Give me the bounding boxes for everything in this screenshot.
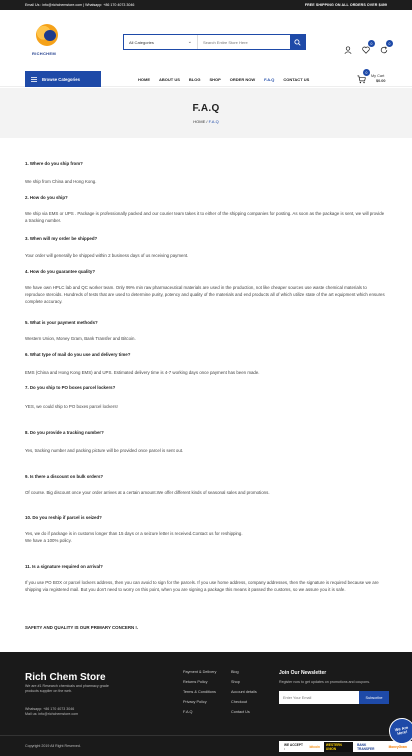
top-bar (0, 0, 412, 10)
compare-count-badge: 0 (386, 40, 393, 47)
footer-link-contact-us[interactable]: Contact Us (231, 710, 250, 714)
footer-links-store (231, 670, 257, 714)
footer-whatsapp: Whatsapp: +86 170 4073 3046 (25, 707, 75, 711)
faq-answer-8: Yes, tracking number and packing picture will be provided once parcel is sent out. (25, 448, 184, 453)
footer-divider (0, 735, 412, 736)
nav-item-faq[interactable]: F.A.Q (264, 76, 275, 82)
newsletter-text: Register now to get updates on promotions and coupons. (279, 680, 371, 684)
category-select-value: All Categories (129, 39, 154, 45)
footer-link-checkout[interactable]: Checkout (231, 700, 248, 704)
top-bar-contact: Email Us : info@richchemstore.com | Whatsapp: +86 170 4073 3046 (25, 3, 135, 7)
nav-menu (138, 71, 309, 87)
payment-methods (279, 741, 412, 752)
site-logo[interactable] (34, 24, 60, 70)
faq-question-8: 8. Do you provide a tracking number? (25, 430, 104, 435)
footer-description: We are #1 Research chemicals and pharmacy grade products supplier on the web. (25, 684, 109, 693)
browse-categories-button[interactable] (25, 71, 101, 87)
main-nav (0, 71, 412, 87)
footer-email[interactable]: Mail us: info@richchemstore.com (25, 712, 79, 716)
faq-answer-2: We ship via EMS or UPS . Package is professionally packed and our courier team takes it to either of the shipping companies for posting. As soon as the package is sent, we will provide a tracking number. (25, 211, 385, 223)
footer-link-returns-policy[interactable]: Returns Policy (183, 680, 208, 684)
cart-label: My Cart (371, 74, 385, 78)
refresh-icon (380, 46, 388, 54)
search-button[interactable] (290, 35, 305, 49)
footer-link-terms[interactable]: Terms & Conditions (183, 690, 216, 694)
bitcoin-logo: bitcoin (309, 744, 320, 749)
faq-question-7: 7. Do you ship to PO boxes parcel lockers? (25, 385, 116, 390)
newsletter (279, 670, 389, 704)
breadcrumb-home[interactable]: HOME (193, 119, 206, 124)
site-header (0, 10, 412, 70)
faq-question-3: 3. When will my order be shipped? (25, 236, 98, 241)
page-title: F.A.Q (192, 103, 220, 114)
search-bar (123, 34, 306, 50)
category-select[interactable] (124, 35, 198, 49)
faq-answer-5: Western Union, Money Gram, Bank Transfer and Bitcoin. (25, 336, 136, 341)
footer-link-payment-delivery[interactable]: Payment & Delivery (183, 670, 217, 674)
cart-amount: $0.00 (376, 79, 386, 83)
nav-item-about-us[interactable]: ABOUT US (159, 76, 180, 82)
search-input[interactable] (198, 35, 290, 49)
subscribe-button[interactable]: Subscribe (359, 691, 389, 704)
nav-item-order-now[interactable]: ORDER NOW (229, 76, 256, 82)
faq-answer-1: We ship from China and Hong Kong. (25, 179, 97, 184)
user-icon (344, 46, 352, 54)
faq-question-4: 4. How do you guarantee quality? (25, 269, 96, 274)
chevron-down-icon: ⌄ (187, 39, 192, 45)
footer-link-blog[interactable]: Blog (231, 670, 239, 674)
logo-text: RICHCHEM (32, 51, 56, 56)
moneygram-logo: MoneyGram (388, 744, 407, 749)
search-icon (294, 39, 301, 46)
faq-answer-4: We have own HPLC lab and QC worker team. Only 99% min raw pharmaceutical materials are used in the production, not like cheaper sources use waste chemical materials to reproduce steroids. Hundreds of tests that are used to determine purity, potency and quality of the materials and end products all of which utilize state of the art equipment which ensures complete accuracy. (25, 285, 385, 304)
footer-contact (25, 707, 78, 717)
heart-icon (362, 46, 370, 54)
faq-question-11: 11. Is a signature required on arrival? (25, 564, 103, 569)
wishlist-count-badge: 0 (368, 40, 375, 47)
browse-categories-label: Browse Categories (42, 76, 80, 82)
copyright: Copyright 2019 All Right Reserved. (25, 744, 81, 748)
footer-link-faq[interactable]: F.A.Q (183, 710, 193, 714)
free-shipping-notice: FREE SHIPPING ON ALL ORDERS OVER $499 (304, 3, 387, 7)
bank-transfer-logo: BANK TRANSFER (357, 742, 375, 751)
nav-item-shop[interactable]: SHOP (209, 76, 221, 82)
account-button[interactable] (343, 45, 353, 55)
payment-label: WE ACCEPT : (284, 742, 304, 751)
help-chat-badge[interactable]: We Are Here! (387, 716, 412, 747)
footer-link-shop[interactable]: Shop (231, 680, 240, 684)
logo-mark-icon (36, 24, 58, 46)
cart-icon-wrap (356, 70, 368, 84)
faq-answer-7: YES, we could ship to PO boxes parcel lockers! (25, 404, 118, 409)
breadcrumb-current: F.A.Q (208, 119, 219, 124)
cart-count-badge: 0 (363, 69, 370, 76)
faq-question-2: 2. How do you ship? (25, 195, 68, 200)
newsletter-form (279, 691, 389, 704)
menu-icon (31, 77, 37, 82)
cart-icon (357, 75, 366, 84)
faq-question-9: 9. Is there a discount on bulk orders? (25, 474, 104, 479)
nav-item-home[interactable]: HOME (138, 76, 150, 82)
site-footer (0, 652, 412, 756)
faq-question-6: 6. What type of mail do you use and delivery time? (25, 352, 131, 357)
faq-answer-3: Your order will generally be shipped within 2 business days of us receiving payment. (25, 253, 189, 258)
nav-item-contact-us[interactable]: CONTACT US (283, 76, 310, 82)
faq-question-5: 5. What is your payment methods? (25, 320, 98, 325)
header-icons (343, 41, 391, 55)
faq-answer-10: Yes, we do if package is in customs longer than 15 days or a seizure letter is received.Contact us for reshipping. We have a 100% policy. (25, 531, 243, 543)
mini-cart[interactable] (356, 70, 386, 85)
faq-closing: SAFETY AND QUALITY IS OUR PRIMARY CONCERN !. (25, 625, 139, 630)
faq-question-1: 1. Where do you ship from? (25, 161, 83, 166)
newsletter-email-input[interactable] (279, 691, 359, 704)
faq-question-10: 10. Do you reship if parcel is seized? (25, 515, 102, 520)
breadcrumb-separator: / (206, 119, 208, 124)
breadcrumb (0, 119, 412, 124)
footer-brand: Rich Chem Store (25, 672, 106, 683)
footer-link-privacy-policy[interactable]: Privacy Policy (183, 700, 207, 704)
cart-summary (371, 74, 386, 84)
faq-answer-6: EMS (China and Hong Kong EMS) and UPS. Estimated delivery time is 4-7 working days once payment has been made. (25, 370, 260, 375)
nav-item-blog[interactable]: BLOG (188, 76, 201, 82)
compare-button[interactable] (379, 41, 391, 55)
footer-link-account-details[interactable]: Account details (231, 690, 257, 694)
newsletter-title: Join Our Newsletter (279, 670, 327, 676)
faq-answer-9: Of course. Big discount once your order arrives at a certain amount.We offer different kinds of seasonal sales and promotions. (25, 490, 270, 495)
footer-links-info (183, 670, 216, 714)
wishlist-button[interactable] (361, 41, 373, 55)
page-hero (0, 88, 412, 138)
faq-answer-11: If you use PO BOX or parcel lockers address, then you can avoid to sign for the parcels. If you use home address, company addresses, then the signature is required because we are shipping via registered mail. But you don't need to worry on this point, when you are signing a package this means it passed the customs, so we assure you it is safe. (25, 580, 379, 592)
western-union-logo: WESTERN UNION (324, 742, 353, 752)
